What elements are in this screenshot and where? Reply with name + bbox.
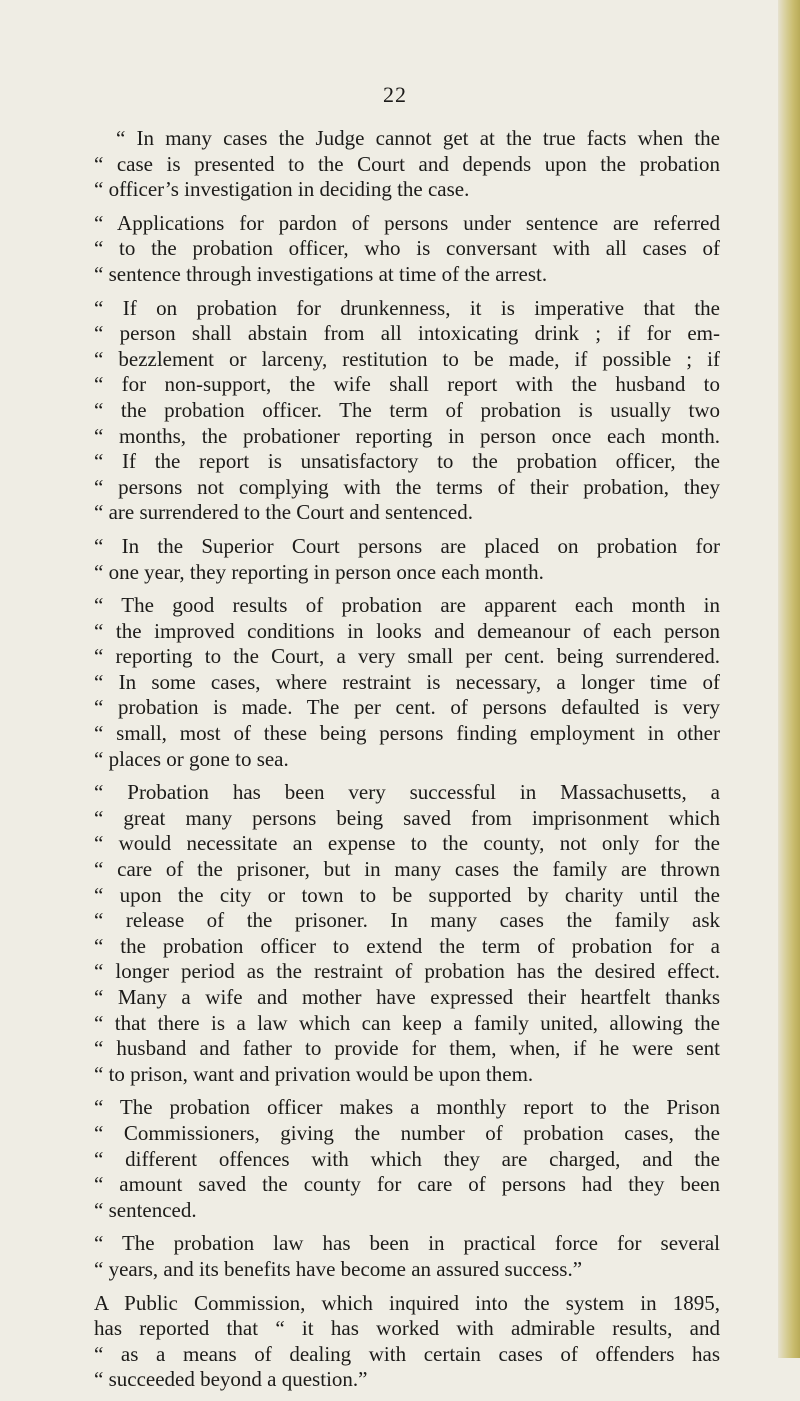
paragraph — [94, 780, 720, 1087]
body-text — [94, 126, 720, 1401]
text-line: “ would necessitate an expense to the county, not only for the — [94, 831, 720, 856]
text-line: “ probation is made. The per cent. of persons defaulted is very — [94, 695, 720, 720]
text-line: “ reporting to the Court, a very small per cent. being surrendered. — [94, 644, 720, 669]
text-line: “ Probation has been very successful in Massachusetts, a — [94, 780, 720, 805]
text-line: “ If on probation for drunkenness, it is imperative that the — [94, 295, 720, 320]
text-line: “ great many persons being saved from imprisonment which — [94, 805, 720, 830]
paragraph — [94, 593, 720, 772]
text-line: “ In the Superior Court persons are placed on probation for — [94, 533, 720, 558]
text-line: “ years, and its benefits have become an assured success.” — [94, 1256, 583, 1281]
text-line: A Public Commission, which inquired into the system in 1895, — [94, 1290, 720, 1315]
text-line: has reported that “ it has worked with admirable results, and — [94, 1316, 720, 1341]
text-line: “ sentence through investigations at time of the arrest. — [94, 261, 548, 286]
text-line: “ persons not complying with the terms of their probation, they — [94, 474, 720, 499]
text-line: “ the improved conditions in looks and demeanour of each person — [94, 618, 720, 643]
paragraph — [94, 534, 720, 585]
text-line: “ case is presented to the Court and depends upon the probation — [94, 151, 720, 176]
text-line: “ release of the prisoner. In many cases the family ask — [94, 908, 720, 933]
text-line: “ The probation law has been in practical force for several — [94, 1231, 720, 1256]
text-line: “ The probation officer makes a monthly report to the Prison — [94, 1095, 720, 1120]
text-line: “ In some cases, where restraint is necessary, a longer time of — [94, 669, 720, 694]
text-line: “ the probation officer. The term of probation is usually two — [94, 397, 720, 422]
paragraph — [94, 296, 720, 526]
text-line: “ places or gone to sea. — [94, 746, 289, 771]
text-line: “ small, most of these being persons finding employment in other — [94, 721, 720, 746]
paragraph — [94, 1291, 720, 1393]
page-number: 22 — [383, 82, 407, 107]
text-line: “ In many cases the Judge cannot get at the true facts when the — [116, 126, 720, 150]
text-line: “ sentenced. — [94, 1197, 197, 1222]
text-line: “ person shall abstain from all intoxicating drink ; if for em- — [94, 321, 720, 346]
text-line: “ Many a wife and mother have expressed their heartfelt thanks — [94, 985, 720, 1009]
text-line: “ that there is a law which can keep a family united, allowing the — [94, 1010, 720, 1035]
paragraph — [94, 1231, 720, 1282]
text-line: “ Applications for pardon of persons under sentence are referred — [94, 210, 720, 235]
text-line: “ as a means of dealing with certain cases of offenders has — [94, 1341, 720, 1366]
text-line: “ one year, they reporting in person once each month. — [94, 559, 544, 584]
paragraph — [94, 126, 720, 203]
page-edge — [778, 0, 800, 1358]
text-line: “ officer’s investigation in deciding the case. — [94, 177, 470, 202]
text-line: “ succeeded beyond a question.” — [94, 1367, 368, 1392]
text-line: “ Commissioners, giving the number of probation cases, the — [94, 1120, 720, 1145]
text-line: “ husband and father to provide for them, when, if he were sent — [94, 1036, 720, 1061]
text-line: “ are surrendered to the Court and sentenced. — [94, 500, 474, 525]
text-line: “ different offences with which they are charged, and the — [94, 1146, 720, 1171]
text-line: “ The good results of probation are apparent each month in — [94, 593, 720, 618]
text-line: “ longer period as the restraint of probation has the desired effect. — [94, 959, 720, 984]
text-line: “ care of the prisoner, but in many cases the family are thrown — [94, 857, 720, 882]
text-line: “ amount saved the county for care of persons had they been — [94, 1172, 720, 1197]
paragraph — [94, 211, 720, 288]
text-line: “ to the probation officer, who is conversant with all cases of — [94, 236, 720, 261]
text-line: “ the probation officer to extend the term of probation for a — [94, 933, 720, 958]
text-line: “ bezzlement or larceny, restitution to be made, if possible ; if — [94, 346, 720, 371]
text-line: “ upon the city or town to be supported by charity until the — [94, 882, 720, 907]
paragraph — [94, 1095, 720, 1223]
text-line: “ to prison, want and privation would be upon them. — [94, 1061, 534, 1086]
text-line: “ If the report is unsatisfactory to the probation officer, the — [94, 449, 720, 474]
text-line: “ for non-support, the wife shall report with the husband to — [94, 372, 720, 397]
text-line: “ months, the probationer reporting in person once each month. — [94, 423, 720, 448]
